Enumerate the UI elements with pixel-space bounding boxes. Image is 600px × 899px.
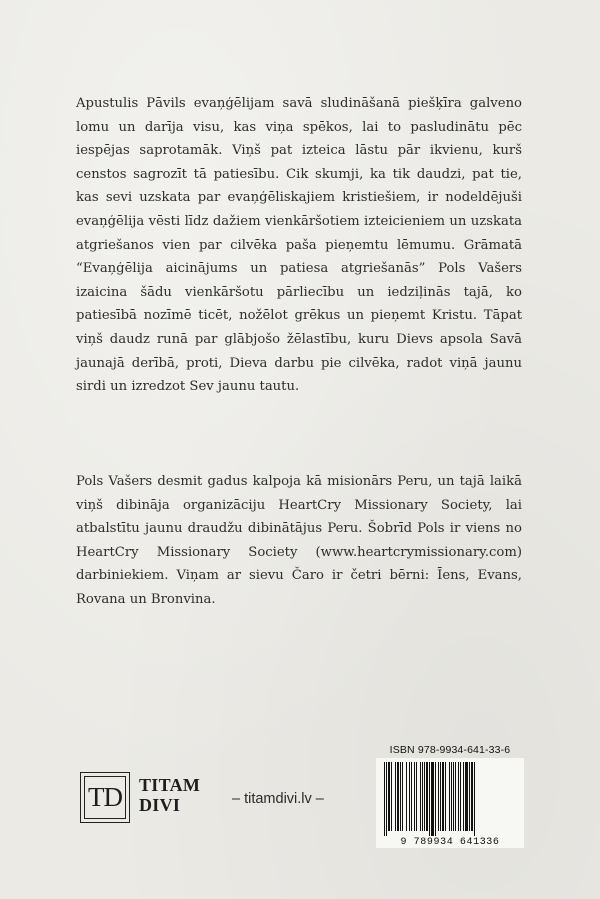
author-bio: Pols Vašers desmit gadus kalpoja kā misionārs Peru, un tajā laikā viņš dibināja organizāciju HeartCry Missionary Society, lai atbalstītu jaunu draudžu dibinātājus Peru. Šobrīd Pols ir viens no HeartCry Missionary Society (www.heartcrymissionary.com) darbiniekiem. Viņam ar sievu Čaro ir četri bērni: Īens, Evans, Rovana un Bronvina. — [76, 474, 522, 607]
book-description: Apustulis Pāvils evaņģēlijam savā sludināšanā piešķīra galveno lomu un darīja visu, kas viņa spēkos, lai to pasludinātu pēc iespējas saprotamāk. Viņš pat izteica lāstu pār ikvienu, kurš censtos sagrozīt tā patiesību. Cik skumji, ka tik daudzi, pat tie, kas sevi uzskata par evaņģēliskajiem kristiešiem, ir nodeldējuši evaņģēlija vēsti līdz dažiem vienkāršotiem izteicieniem un uzskata atgriešanos vien par cilvēka paša pieņemtu lēmumu. Grāmatā “Evaņģēlija aicinājums un patiesa atgriešanās” Pols Vašers izaicina šādu vienkāršotu pārliecību un iedziļinās tajā, ko patiesībā nozīmē ticēt, nožēlot grēkus un pieņemt Kristu. Tāpat viņš daudz runā par glābjošo žēlastību, kuru Dievs apsola Savā jaunajā derībā, proti, Dieva darbu pie cilvēka, radot viņā jaunu sirdi un izredzot Sev jaunu tautu. — [76, 96, 522, 395]
barcode-bar — [422, 762, 423, 831]
barcode-bar — [445, 762, 446, 831]
barcode-bar — [455, 762, 456, 831]
barcode-bar — [429, 762, 430, 836]
barcode-bar — [384, 762, 385, 836]
barcode-bar — [402, 762, 403, 831]
barcode-bar — [431, 762, 434, 836]
barcode-bar — [416, 762, 417, 831]
barcode-digits: 9 789934 641336 — [400, 837, 500, 848]
publisher-website: – titamdivi.lv – — [232, 791, 324, 807]
barcode-bar — [388, 762, 390, 831]
barcode-bar — [435, 762, 436, 836]
barcode-bar — [395, 762, 396, 831]
barcode-bar — [463, 762, 464, 831]
barcode-bar — [458, 762, 459, 831]
barcode-bar — [406, 762, 407, 831]
barcode-bar — [474, 762, 475, 836]
barcode-bar — [420, 762, 421, 831]
publisher-name-line1: TITAM — [139, 775, 201, 795]
barcode-bar — [460, 762, 461, 831]
barcode-bar — [453, 762, 454, 831]
barcode-bar — [409, 762, 410, 831]
isbn-label: ISBN 978-9934-641-33-6 — [389, 744, 511, 756]
barcode-bar — [471, 762, 473, 831]
publisher-name-line2: DIVI — [139, 795, 181, 815]
barcode-graphic — [376, 758, 524, 848]
barcode-bar — [411, 762, 412, 831]
barcode-bar — [426, 762, 428, 831]
barcode-bar — [442, 762, 444, 831]
barcode-bar — [438, 762, 439, 831]
barcode-bar — [469, 762, 470, 831]
barcode-bar — [449, 762, 450, 831]
publisher-logo-letters: TD — [84, 776, 126, 819]
barcode-bar — [386, 762, 387, 836]
publisher-name — [139, 775, 200, 815]
barcode-bar — [451, 762, 452, 831]
barcode-bar — [414, 762, 415, 831]
barcode-bar — [440, 762, 441, 831]
barcode-bar — [400, 762, 401, 831]
barcode-bar — [424, 762, 425, 831]
barcode-bar — [465, 762, 468, 831]
barcode — [376, 758, 524, 848]
publisher-logo-icon — [80, 772, 130, 823]
barcode-bar — [391, 762, 392, 831]
barcode-bar — [397, 762, 399, 831]
